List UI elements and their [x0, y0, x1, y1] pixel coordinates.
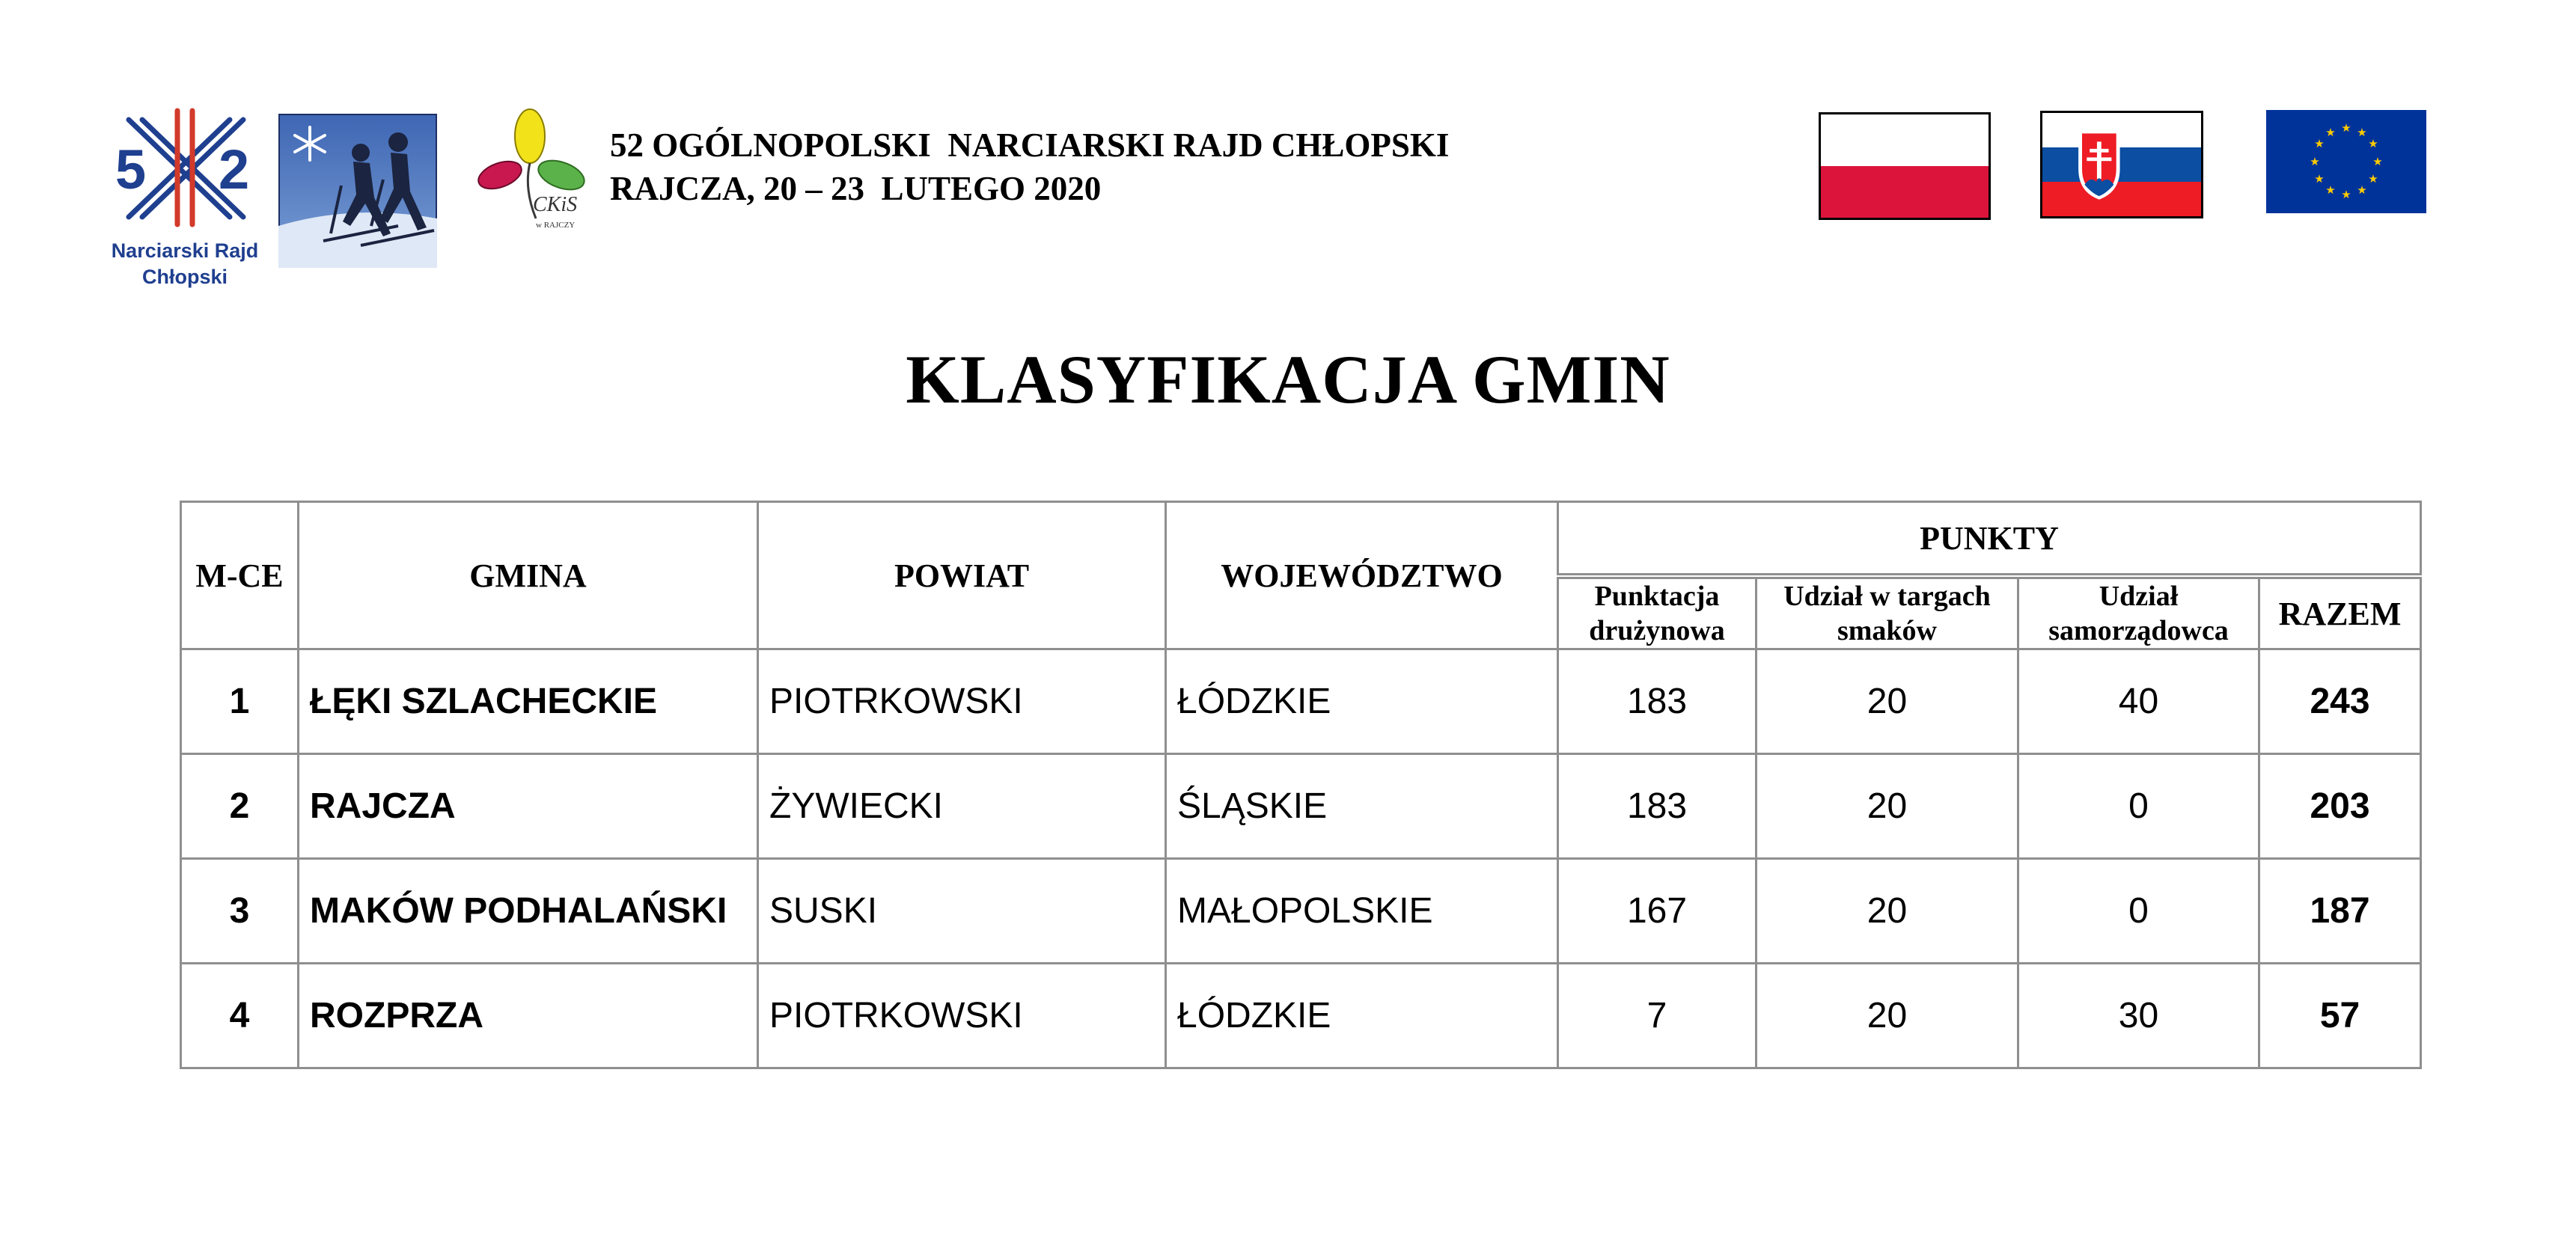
event-title-line1: 52 OGÓLNOPOLSKI NARCIARSKI RAJD CHŁOPSKI	[610, 126, 1450, 164]
cell-place: 3	[181, 859, 299, 964]
header-fair-points	[1756, 576, 2018, 649]
cell-team-points: 7	[1558, 964, 1756, 1068]
logo-number-left: 5	[115, 138, 147, 201]
poland-flag-icon	[1821, 114, 1989, 218]
event-title	[610, 123, 1449, 210]
cell-team-points: 183	[1558, 754, 1756, 859]
cell-wojewodztwo: ŁÓDZKIE	[1166, 964, 1558, 1068]
svg-text:★: ★	[2341, 188, 2351, 201]
header-total: RAZEM	[2259, 576, 2421, 649]
header-gov-line1: Udział	[2099, 581, 2179, 612]
cell-gov-points: 40	[2018, 649, 2259, 754]
ckis-leaf-icon	[471, 106, 591, 238]
event-title-line2: RAJCZA, 20 – 23 LUTEGO 2020	[610, 170, 1102, 207]
header-powiat: POWIAT	[758, 502, 1166, 649]
header-fair-line2: smaków	[1837, 615, 1938, 646]
header-punkty: PUNKTY	[1558, 502, 2421, 577]
cell-fair-points: 20	[1756, 754, 2018, 859]
cell-place: 1	[181, 649, 299, 754]
slovakia-flag	[2040, 111, 2203, 218]
skier-picture	[278, 114, 437, 268]
cell-team-points: 167	[1558, 859, 1756, 964]
cell-place: 4	[181, 964, 299, 1068]
ranking-table	[180, 501, 2422, 1069]
header-fair-line1: Udział w targach	[1783, 581, 1991, 612]
logo-number-right: 2	[219, 138, 250, 201]
rajd-logo	[99, 105, 271, 299]
page-title: KLASYFIKACJA GMIN	[906, 341, 1670, 417]
svg-text:★: ★	[2368, 137, 2378, 150]
ckis-text: CKiS	[533, 193, 578, 216]
table-row	[181, 649, 2421, 754]
cell-powiat: PIOTRKOWSKI	[758, 964, 1166, 1068]
cell-powiat: PIOTRKOWSKI	[758, 649, 1166, 754]
ski-cross-logo-icon	[99, 105, 271, 236]
cell-gmina: RAJCZA	[299, 754, 758, 859]
cell-total: 243	[2259, 649, 2421, 754]
svg-text:★: ★	[2314, 137, 2325, 150]
svg-text:★: ★	[2372, 155, 2383, 168]
svg-text:★: ★	[2314, 172, 2325, 186]
table-row	[181, 859, 2421, 964]
cell-powiat: SUSKI	[758, 859, 1166, 964]
svg-text:★: ★	[2325, 126, 2336, 139]
cell-total: 187	[2259, 859, 2421, 964]
cell-fair-points: 20	[1756, 964, 2018, 1068]
header-team-line1: Punktacja	[1594, 581, 1720, 612]
cell-gmina: ROZPRZA	[299, 964, 758, 1068]
header-team-line2: drużynowa	[1589, 615, 1725, 646]
header-gov-points	[2018, 576, 2259, 649]
ckis-logo	[471, 106, 591, 238]
ckis-subtext: w RAJCZY	[536, 221, 576, 230]
logo-caption-line1: Narciarski Rajd	[111, 239, 259, 262]
header-team-points	[1558, 576, 1756, 649]
eu-flag	[2266, 110, 2426, 213]
cell-place: 2	[181, 754, 299, 859]
cell-fair-points: 20	[1756, 859, 2018, 964]
header-place: M-CE	[181, 502, 299, 649]
skiers-icon	[278, 114, 437, 268]
cell-wojewodztwo: ŚLĄSKIE	[1166, 754, 1558, 859]
cell-wojewodztwo: MAŁOPOLSKIE	[1166, 859, 1558, 964]
cell-wojewodztwo: ŁÓDZKIE	[1166, 649, 1558, 754]
svg-text:★: ★	[2310, 155, 2320, 168]
slovakia-flag-icon	[2042, 113, 2201, 216]
table-row	[181, 754, 2421, 859]
header-wojewodztwo: WOJEWÓDZTWO	[1166, 502, 1558, 649]
cell-total: 203	[2259, 754, 2421, 859]
header-gmina: GMINA	[299, 502, 758, 649]
cell-total: 57	[2259, 964, 2421, 1068]
cell-gmina: MAKÓW PODHALAŃSKI	[299, 859, 758, 964]
svg-text:★: ★	[2325, 183, 2336, 197]
svg-text:★: ★	[2357, 183, 2367, 197]
eu-flag-icon	[2266, 110, 2426, 213]
rajd-logo-caption	[99, 238, 271, 290]
table-row	[181, 964, 2421, 1068]
cell-team-points: 183	[1558, 649, 1756, 754]
svg-text:★: ★	[2368, 172, 2378, 186]
cell-gov-points: 30	[2018, 964, 2259, 1068]
cell-fair-points: 20	[1756, 649, 2018, 754]
svg-text:★: ★	[2341, 121, 2351, 135]
cell-powiat: ŻYWIECKI	[758, 754, 1166, 859]
cell-gov-points: 0	[2018, 754, 2259, 859]
logo-caption-line2: Chłopski	[141, 266, 228, 288]
header-gov-line2: samorządowca	[2048, 615, 2229, 646]
svg-text:★: ★	[2357, 126, 2367, 139]
cell-gov-points: 0	[2018, 859, 2259, 964]
poland-flag	[1819, 112, 1991, 220]
cell-gmina: ŁĘKI SZLACHECKIE	[299, 649, 758, 754]
